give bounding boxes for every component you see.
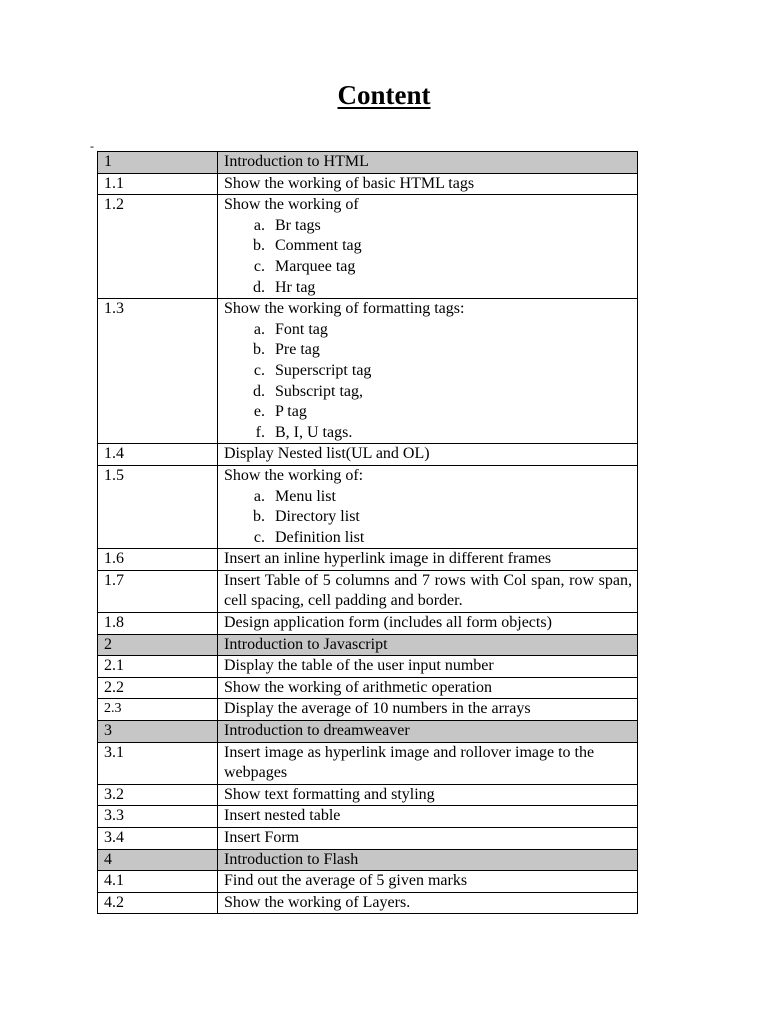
- sub-item: d. Subscript tag,: [269, 382, 632, 403]
- item-text: Display Nested list(UL and OL): [224, 445, 430, 463]
- item-description: [218, 570, 638, 612]
- contents-table-body: [98, 152, 638, 914]
- item-description: [218, 784, 638, 806]
- item-description: [218, 634, 638, 656]
- item-number: 3.4: [98, 828, 218, 850]
- sub-item: e. P tag: [269, 402, 632, 423]
- item-number: 1: [98, 152, 218, 174]
- item-number: 3.2: [98, 784, 218, 806]
- table-row: [98, 173, 638, 195]
- table-row: [98, 570, 638, 612]
- item-text: Introduction to HTML: [224, 153, 369, 170]
- item-number: 3.1: [98, 742, 218, 784]
- item-number: 1.6: [98, 549, 218, 571]
- item-text: Show the working of: [224, 196, 359, 214]
- item-number: 1.1: [98, 173, 218, 195]
- item-number: 3: [98, 721, 218, 743]
- item-text: Insert image as hyperlink image and rollover image to the webpages: [224, 743, 595, 782]
- item-text: Introduction to dreamweaver: [224, 722, 410, 740]
- item-description: [218, 465, 638, 548]
- item-description: [218, 871, 638, 893]
- item-number: 4.1: [98, 871, 218, 893]
- sub-item-list: [224, 320, 632, 444]
- item-number: 1.2: [98, 195, 218, 299]
- section-row: [98, 634, 638, 656]
- item-text: Insert nested table: [224, 807, 341, 825]
- item-text: Insert Form: [224, 829, 300, 846]
- item-text: Find out the average of 5 given marks: [224, 872, 468, 890]
- table-row: [98, 656, 638, 678]
- item-text: Introduction to Javascript: [224, 635, 388, 653]
- table-row: [98, 699, 638, 721]
- contents-table: [97, 151, 638, 914]
- item-number: 2.3: [98, 699, 218, 721]
- item-description: [218, 613, 638, 635]
- item-number: 2.2: [98, 677, 218, 699]
- table-row: [98, 784, 638, 806]
- item-text: Show the working of formatting tags:: [224, 300, 465, 318]
- item-description: [218, 677, 638, 699]
- item-text: Show the working of Layers.: [224, 893, 411, 911]
- table-row: [98, 195, 638, 299]
- sub-item: c. Marquee tag: [269, 257, 632, 278]
- item-description: [218, 828, 638, 850]
- table-row: [98, 742, 638, 784]
- page-title: Content: [337, 80, 431, 110]
- table-row: [98, 465, 638, 548]
- table-row: [98, 299, 638, 444]
- item-description: [218, 849, 638, 871]
- table-row: [98, 677, 638, 699]
- table-row: [98, 871, 638, 893]
- item-text: Display the table of the user input number: [224, 657, 494, 675]
- item-text: Insert Table of 5 columns and 7 rows with Col span, row span, cell spacing, cell padding and border.: [224, 571, 632, 610]
- sub-item: f. B, I, U tags.: [269, 423, 632, 444]
- item-description: [218, 195, 638, 299]
- sub-item: a. Br tags: [269, 216, 632, 237]
- item-number: 1.3: [98, 299, 218, 444]
- item-text: Show the working of basic HTML tags: [224, 174, 475, 192]
- section-row: [98, 721, 638, 743]
- sub-item: b. Comment tag: [269, 236, 632, 257]
- item-text: Insert an inline hyperlink image in different frames: [224, 550, 552, 568]
- stray-mark: -: [90, 139, 94, 153]
- item-number: 4: [98, 849, 218, 871]
- item-description: [218, 656, 638, 678]
- item-description: [218, 892, 638, 914]
- item-description: [218, 444, 638, 466]
- sub-item: c. Superscript tag: [269, 361, 632, 382]
- table-row: [98, 806, 638, 828]
- section-row: [98, 849, 638, 871]
- table-row: [98, 444, 638, 466]
- item-description: [218, 742, 638, 784]
- section-row: [98, 152, 638, 174]
- item-text: Show the working of:: [224, 466, 364, 484]
- item-number: 1.7: [98, 570, 218, 612]
- item-description: [218, 173, 638, 195]
- item-number: 1.5: [98, 465, 218, 548]
- item-number: 2: [98, 634, 218, 656]
- item-number: 1.4: [98, 444, 218, 466]
- item-text: Introduction to Flash: [224, 850, 359, 868]
- sub-item: b. Directory list: [269, 507, 632, 528]
- sub-item-list: [224, 487, 632, 549]
- item-text: Display the average of 10 numbers in the arrays: [224, 700, 531, 718]
- item-description: [218, 152, 638, 174]
- item-text: Show text formatting and styling: [224, 785, 435, 803]
- sub-item: a. Menu list: [269, 487, 632, 508]
- item-description: [218, 699, 638, 721]
- table-row: [98, 892, 638, 914]
- item-number: 3.3: [98, 806, 218, 828]
- item-number: 2.1: [98, 656, 218, 678]
- item-number: 4.2: [98, 892, 218, 914]
- item-number: 1.8: [98, 613, 218, 635]
- table-row: [98, 613, 638, 635]
- sub-item: a. Font tag: [269, 320, 632, 341]
- item-description: [218, 721, 638, 743]
- sub-item-list: [224, 216, 632, 298]
- table-row: [98, 549, 638, 571]
- item-text: Show the working of arithmetic operation: [224, 678, 492, 696]
- item-description: [218, 549, 638, 571]
- item-description: [218, 299, 638, 444]
- sub-item: b. Pre tag: [269, 340, 632, 361]
- item-text: Design application form (includes all form objects): [224, 614, 552, 632]
- sub-item: c. Definition list: [269, 528, 632, 549]
- item-description: [218, 806, 638, 828]
- sub-item: d. Hr tag: [269, 278, 632, 299]
- table-row: [98, 828, 638, 850]
